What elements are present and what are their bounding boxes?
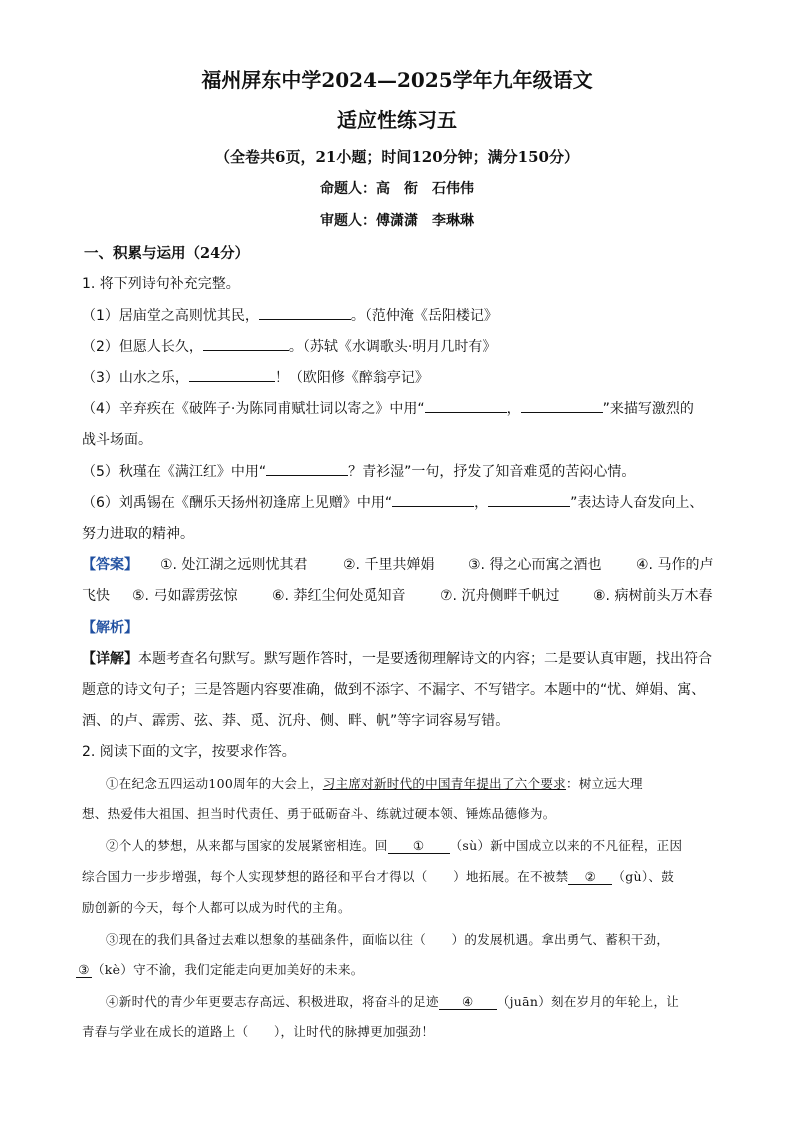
answer-item-4-continued: 飞快 <box>82 588 110 604</box>
analysis-line-3: 酒、的卢、霹雳、弦、莽、觅、沉舟、侧、畔、帆”等字词容易写错。 <box>82 713 510 729</box>
q1-item-2 <box>82 336 722 356</box>
answer-blank[interactable] <box>392 492 474 507</box>
p2-l2-pre: 综合国力一步步增强，每个人实现梦想的路径和平台才得以（ ）地拓展。在不被禁 <box>82 869 569 884</box>
q1-item-3 <box>82 367 722 387</box>
reviewer-names: 傅潇潇 李琳琳 <box>376 213 474 229</box>
answer-item-8: ⑧. 病树前头万木春 <box>593 588 713 604</box>
passage-p4-line-2: 青春与学业在成长的道路上（ ），让时代的脉搏更加强劲！ <box>82 1024 435 1039</box>
q1-item-6-post: ”表达诗人奋发向上、 <box>570 495 704 511</box>
setter-label: 命题人： <box>320 181 376 197</box>
q1-item-5 <box>82 461 722 481</box>
passage-p1-line-1 <box>106 774 643 792</box>
question-2-stem: 2. 阅读下面的文字，按要求作答。 <box>82 744 296 760</box>
p2-l1-post: （sù）新中国成立以来的不凡征程，正因 <box>449 838 683 853</box>
q1-item-4-mid: ， <box>506 401 521 417</box>
q1-item-6-continued: 努力进取的精神。 <box>82 526 194 542</box>
answer-item-6: ⑥. 莽红尘何处觅知音 <box>272 588 406 604</box>
setter-line <box>0 178 794 198</box>
analysis-line-2: 题意的诗文句子；三是答题内容要准确，做到不添字、不漏字、不写错字。本题中的“忧、婵娟、寓、 <box>82 682 706 698</box>
answer-item-4: ④. 马作的卢 <box>636 557 714 573</box>
answer-blank[interactable] <box>425 398 507 413</box>
passage-p2-line-2 <box>82 867 674 885</box>
q1-item-6-mid: ， <box>474 495 489 511</box>
analysis-label: 【解析】 <box>82 620 138 636</box>
q1-item-5-pre: （5）秋瑾在《满江红》中用“ <box>82 464 267 480</box>
q1-item-4 <box>82 398 722 418</box>
passage-p2-line-1 <box>106 836 682 854</box>
q1-item-2-pre: （2）但愿人长久， <box>82 339 203 355</box>
q1-item-4-continued: 战斗场面。 <box>82 432 152 448</box>
setter-names: 高 衔 石伟伟 <box>376 181 474 197</box>
q1-item-4-post: ”来描写激烈的 <box>602 401 694 417</box>
exam-title: 福州屏东中学2024—2025学年九年级语文 <box>201 68 593 92</box>
exam-meta: （全卷共6页，21小题；时间120分钟；满分150分） <box>215 148 579 166</box>
q1-item-2-post: 。（苏轼《水调歌头·明月几时有》 <box>288 339 497 355</box>
answer-item-7: ⑦. 沉舟侧畔千帆过 <box>440 588 560 604</box>
answer-item-5: ⑤. 弓如霹雳弦惊 <box>132 588 238 604</box>
q1-item-1 <box>82 305 722 325</box>
q1-item-1-pre: （1）居庙堂之高则忧其民， <box>82 308 259 324</box>
answer-label: 【答案】 <box>82 557 138 573</box>
analysis-line-1 <box>82 648 722 668</box>
p2-l2-post: （gù）、鼓 <box>612 869 675 884</box>
fill-blank-1[interactable]: ① <box>388 838 450 854</box>
reviewer-label: 审题人： <box>320 213 376 229</box>
reviewer-line <box>0 210 794 230</box>
detail-label: 【详解】 <box>82 651 138 667</box>
answer-item-1: ①. 处江湖之远则忧其君 <box>160 557 308 573</box>
q1-item-5-post: ？青衫湿”一句，抒发了知音难觅的苦闷心情。 <box>348 464 636 480</box>
passage-p2-line-3: 励创新的今天，每个人都可以成为时代的主角。 <box>82 900 351 915</box>
answer-blank[interactable] <box>259 305 351 320</box>
q1-item-4-pre: （4）辛弃疾在《破阵子·为陈同甫赋壮词以寄之》中用“ <box>82 401 425 417</box>
answer-item-2: ②. 千里共婵娟 <box>343 557 435 573</box>
fill-blank-2[interactable]: ② <box>568 869 612 885</box>
answer-blank[interactable] <box>521 398 603 413</box>
p1-post: ：树立远大理 <box>565 776 643 791</box>
p4-l1-post: （juān）刻在岁月的年轮上，让 <box>496 994 680 1009</box>
answer-blank[interactable] <box>266 461 348 476</box>
p1-underlined: 习主席对新时代的中国青年提出了六个要求 <box>322 776 566 791</box>
q1-item-6 <box>82 492 722 512</box>
fill-blank-4[interactable]: ④ <box>439 994 497 1010</box>
p3-line2-post: （kè）守不渝，我们定能走向更加美好的未来。 <box>92 962 364 977</box>
answer-blank[interactable] <box>203 336 289 351</box>
passage-p1-line-2: 想、热爱伟大祖国、担当时代责任、勇于砥砺奋斗、练就过硬本领、锤炼品德修为。 <box>82 806 556 821</box>
q1-item-3-pre: （3）山水之乐， <box>82 370 189 386</box>
passage-p3-line-1: ③现在的我们具备过去难以想象的基础条件，面临以往（ ）的发展机遇。拿出勇气、蓄积干劲， <box>106 932 670 947</box>
passage-p4-line-1 <box>106 992 679 1010</box>
exam-subtitle: 适应性练习五 <box>337 108 457 132</box>
passage-p3-line-2 <box>76 960 364 978</box>
p2-l1-pre: ②个人的梦想，从来都与国家的发展紧密相连。回 <box>106 838 388 853</box>
p4-l1-pre: ④新时代的青少年更要志存高远、积极进取，将奋斗的足迹 <box>106 994 439 1009</box>
answer-item-3: ③. 得之心而寓之酒也 <box>468 557 602 573</box>
analysis-text-1: 本题考查名句默写。默写题作答时，一是要透彻理解诗文的内容；二是要认真审题，找出符合 <box>138 651 712 667</box>
question-1-stem: 1. 将下列诗句补充完整。 <box>82 276 240 292</box>
answer-blank[interactable] <box>488 492 570 507</box>
q1-item-1-post: 。（范仲淹《岳阳楼记》 <box>350 308 498 324</box>
answer-blank[interactable] <box>189 367 275 382</box>
q1-item-3-post: ！（欧阳修《醉翁亭记》 <box>274 370 429 386</box>
fill-blank-3[interactable]: ③ <box>76 962 92 978</box>
section-heading: 一、积累与运用（24分） <box>84 245 250 262</box>
q1-item-6-pre: （6）刘禹锡在《酬乐天扬州初逢席上见赠》中用“ <box>82 495 393 511</box>
p1-pre: ①在纪念五四运动100周年的大会上， <box>106 776 323 791</box>
